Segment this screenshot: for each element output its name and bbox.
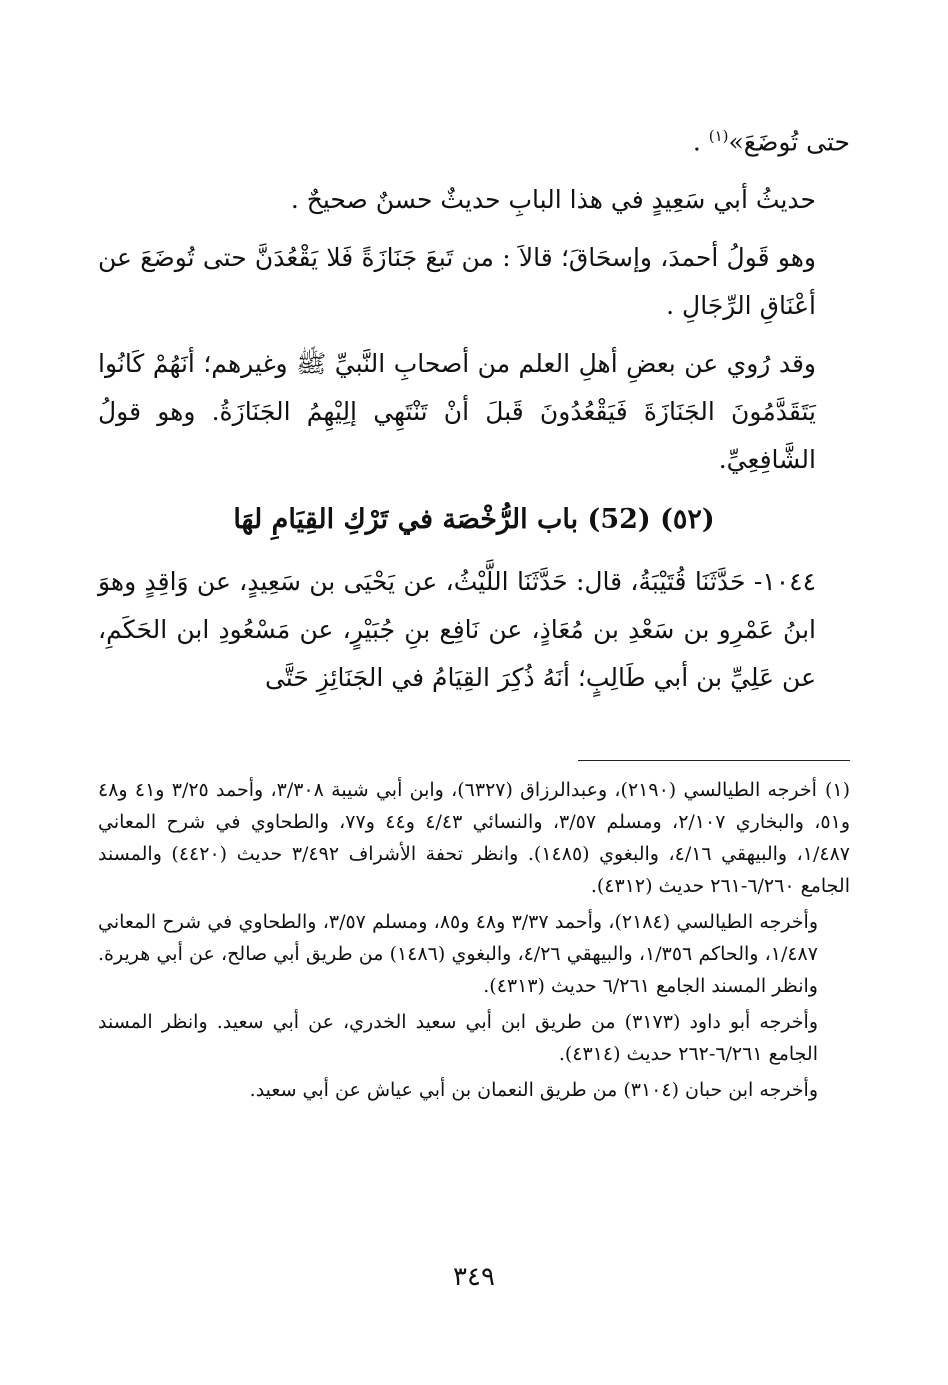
paragraph-ahmad-ishaq: وهو قَولُ أحمدَ، وإسحَاقَ؛ قالاَ : من تَبعَ جَنَازَةً فَلا يَقْعُدَنَّ حتى تُوضَعَ عن أعْنَاقِ الرِّجَالِ .	[98, 243, 816, 321]
footnote-divider	[578, 760, 850, 761]
footnote-paragraph-4: وأخرجه ابن حبان (٣١٠٤) من طريق النعمان بن أبي عياش عن أبي سعيد.	[249, 1079, 818, 1101]
footnote-ref: (١)	[708, 127, 729, 145]
footnote-paragraph-3: وأخرجه أبو داود (٣١٧٣) من طريق ابن أبي سعيد الخدري، عن أبي سعيد. وانظر المسند الجامع ٦/٢٦١-٢٦٢ حديث (٤٣١٤).	[98, 1011, 819, 1065]
paragraph-companions: وقد رُوي عن بعضِ أهلِ العلم من أصحابِ النَّبيِّ ﷺ وغيرهم؛ أنَهُمْ كَانُوا يَتَقَدَّمُونَ الجَنَازَةَ فَيَقْعُدُونَ قَبلَ أنْ تَنْتَهِي إلِيْهِمُ الجَنَازَةُ. وهو قولُ الشَّافِعِيِّ.	[98, 349, 816, 475]
line1-tail: .	[692, 127, 709, 157]
main-text	[98, 112, 850, 712]
chapter-heading: (٥٢) (52) باب الرُّخْصَة في تَرْكِ القِيَامِ لهَا	[233, 504, 715, 536]
hadith-1044: ١٠٤٤- حَدَّثَنَا قُتَيْبَةُ، قال: حَدَّثَنَا اللَّيْثُ، عن يَحْيَى بن سَعِيدٍ، عن وَاقِدٍ وهوَ ابنُ عَمْرِو بن سَعْدِ بن مُعَاذٍ، عن نَافِع بنِ جُبَيْرٍ، عن مَسْعُودِ ابن الحَكَمِ، عن عَلِيِّ بن أبي طَالِبٍ؛ أنَهُ ذُكِرَ القِيَامُ في الجَنَائِزِ حَتَّى	[98, 567, 816, 693]
footnote-1-text: أخرجه الطيالسي (٢١٩٠)، وعبدالرزاق (٦٣٢٧)، وابن أبي شيبة ٣/٣٠٨، وأحمد ٣/٢٥ و٤١ و٤٨ و٥١، والبخاري ٢/١٠٧، ومسلم ٣/٥٧، والنسائي ٤/٤٣ و٤٤ و٧٧، والطحاوي في شرح المعاني ١/٤٨٧، والبيهقي ٤/١٦، والبغوي (١٤٨٥). وانظر تحفة الأشراف ٣/٤٩٢ حديث (٤٤٢٠) والمسند الجامع ٦/٢٦٠-٢٦١ حديث (٤٣١٢).	[98, 779, 850, 897]
footnote-1	[98, 774, 850, 902]
text-line-1	[98, 112, 850, 166]
footnote-number: (١)	[824, 779, 851, 801]
line1-text: حتى تُوضَعَ»	[728, 127, 850, 157]
paragraph-hadith-grade: حديثُ أبي سَعِيدٍ في هذا البابِ حديثٌ حسنٌ صحيحٌ .	[290, 185, 816, 215]
footnote-paragraph-2: وأخرجه الطيالسي (٢١٨٤)، وأحمد ٣/٣٧ و٤٨ و٨٥، ومسلم ٣/٥٧، والطحاوي في شرح المعاني ١/٤٨٧، والحاكم ١/٣٥٦، والبيهقي ٤/٢٦، والبغوي (١٤٨٦) من طريق أبي صالح، عن أبي هريرة. وانظر المسند الجامع ٦/٢٦١ حديث (٤٣١٣).	[98, 911, 819, 997]
footnotes	[98, 774, 850, 1110]
page-number: ٣٤٩	[453, 1262, 495, 1292]
